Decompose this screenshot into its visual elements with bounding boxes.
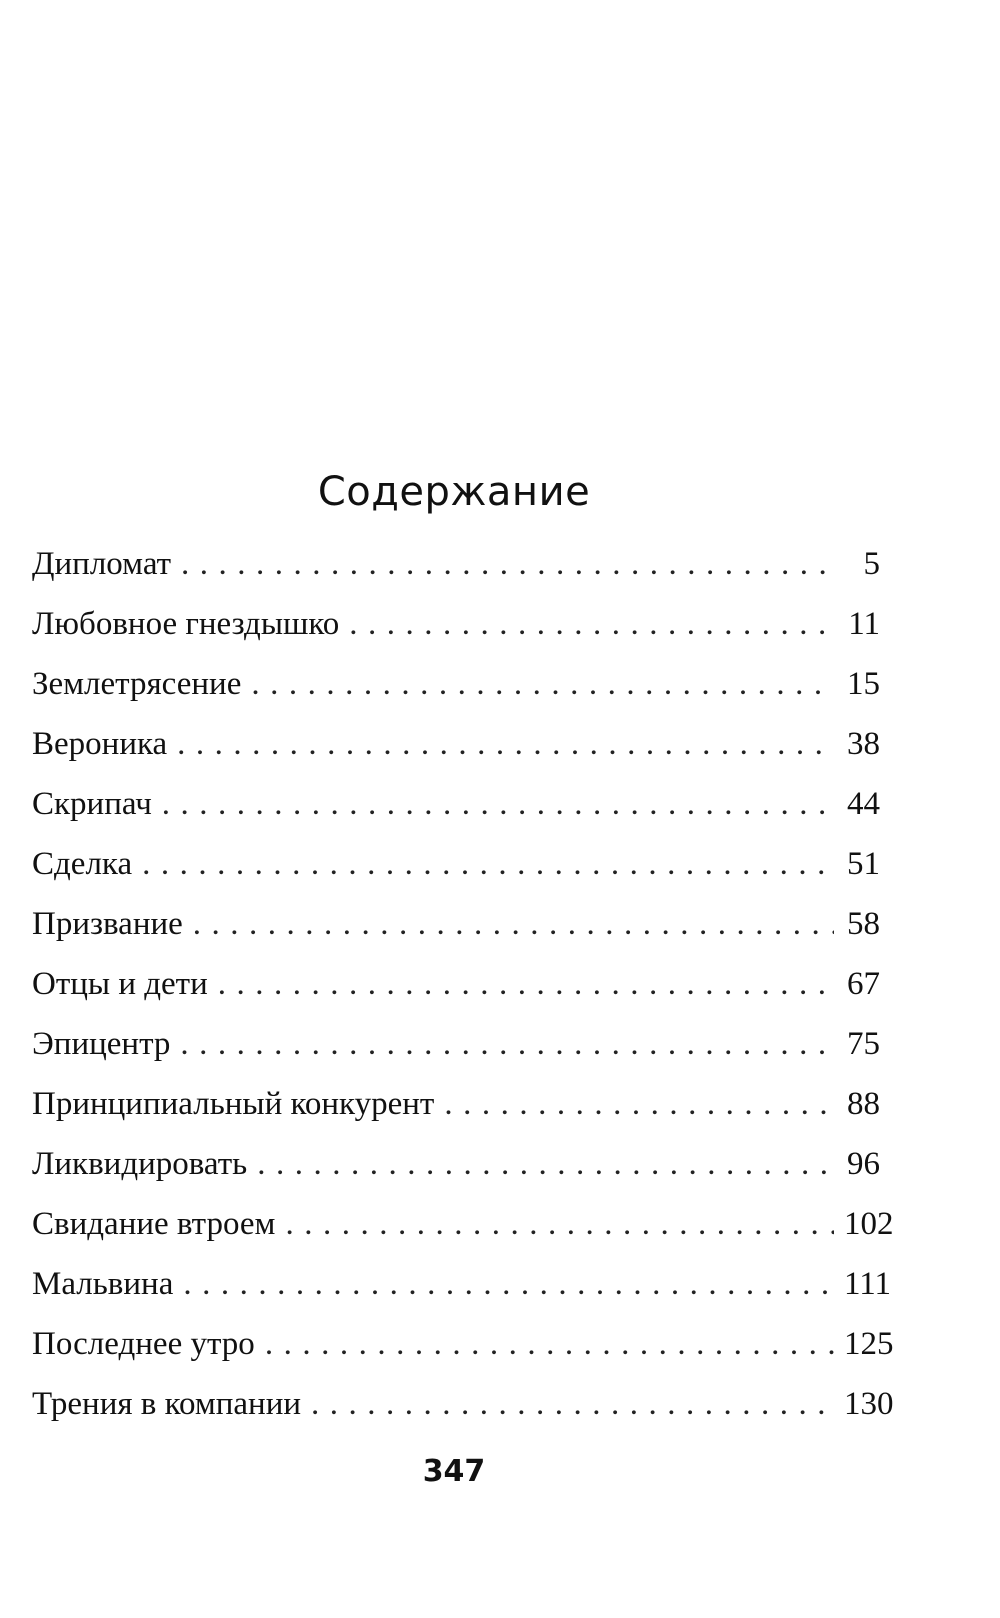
toc-entry	[32, 1264, 892, 1324]
toc-leader-dots	[285, 1204, 834, 1244]
toc-leader-dots	[162, 784, 834, 824]
toc-entry-label: Сделка	[32, 846, 133, 882]
toc-entry-page: 88	[847, 1086, 880, 1122]
toc-leader-dots	[311, 1384, 834, 1424]
toc-entry	[32, 1144, 880, 1204]
toc-entry	[32, 1024, 880, 1084]
toc-entry-label: Скрипач	[32, 786, 152, 822]
toc-entry	[32, 1384, 894, 1444]
toc-entry-label: Принципиальный конкурент	[32, 1086, 435, 1122]
toc-entry	[32, 964, 880, 1024]
toc-leader-dots	[251, 664, 834, 704]
toc-entry-page: 38	[847, 726, 880, 762]
toc-entry-label: Свидание втроем	[32, 1206, 276, 1242]
toc-entry-label: Землетрясение	[32, 666, 242, 702]
toc-entry	[32, 904, 880, 964]
toc-entry-label: Вероника	[32, 726, 168, 762]
toc-leader-dots	[257, 1144, 834, 1184]
toc-leader-dots	[349, 604, 834, 644]
toc-entry	[32, 1204, 894, 1264]
toc-entry-label: Дипломат	[32, 546, 172, 582]
toc-entry-page: 58	[847, 906, 880, 942]
toc-entry-page: 75	[847, 1026, 880, 1062]
toc-entry-page: 51	[847, 846, 880, 882]
toc-entry	[32, 1324, 894, 1384]
toc-entry-page: 67	[847, 966, 880, 1002]
toc-leader-dots	[183, 1264, 834, 1304]
toc-entry-label: Эпицентр	[32, 1026, 171, 1062]
toc-leader-dots	[218, 964, 834, 1004]
toc-entry-page: 130	[844, 1386, 894, 1422]
toc-entry-label: Отцы и дети	[32, 966, 208, 1002]
toc-leader-dots	[444, 1084, 834, 1124]
toc-list	[32, 544, 894, 1444]
toc-entry	[32, 604, 880, 664]
toc-entry-page: 102	[844, 1206, 894, 1242]
toc-leader-dots	[177, 724, 834, 764]
toc-entry-label: Ликвидировать	[32, 1146, 248, 1182]
toc-entry-label: Призвание	[32, 906, 183, 942]
toc-entry-page: 125	[844, 1326, 894, 1362]
toc-leader-dots	[180, 1024, 834, 1064]
toc-entry-page: 96	[847, 1146, 880, 1182]
toc-entry-page: 5	[863, 546, 880, 582]
toc-entry-page: 15	[847, 666, 880, 702]
toc-entry-label: Последнее утро	[32, 1326, 255, 1362]
toc-entry	[32, 724, 880, 784]
toc-entry-page: 111	[844, 1266, 892, 1302]
toc-entry-label: Трения в компании	[32, 1386, 302, 1422]
toc-entry	[32, 1084, 880, 1144]
toc-entry	[32, 784, 880, 844]
toc-entry-page: 44	[847, 786, 880, 822]
toc-entry	[32, 544, 880, 604]
toc-title: Содержание	[317, 469, 591, 515]
toc-leader-dots	[142, 844, 834, 884]
toc-entry	[32, 664, 880, 724]
toc-entry	[32, 844, 880, 904]
toc-entry-page: 11	[848, 606, 880, 642]
toc-entry-label: Мальвина	[32, 1266, 174, 1302]
toc-leader-dots	[193, 904, 834, 944]
toc-leader-dots	[265, 1324, 834, 1364]
toc-leader-dots	[181, 544, 834, 584]
page-number: 347	[422, 1454, 486, 1489]
toc-entry-label: Любовное гнездышко	[32, 606, 340, 642]
